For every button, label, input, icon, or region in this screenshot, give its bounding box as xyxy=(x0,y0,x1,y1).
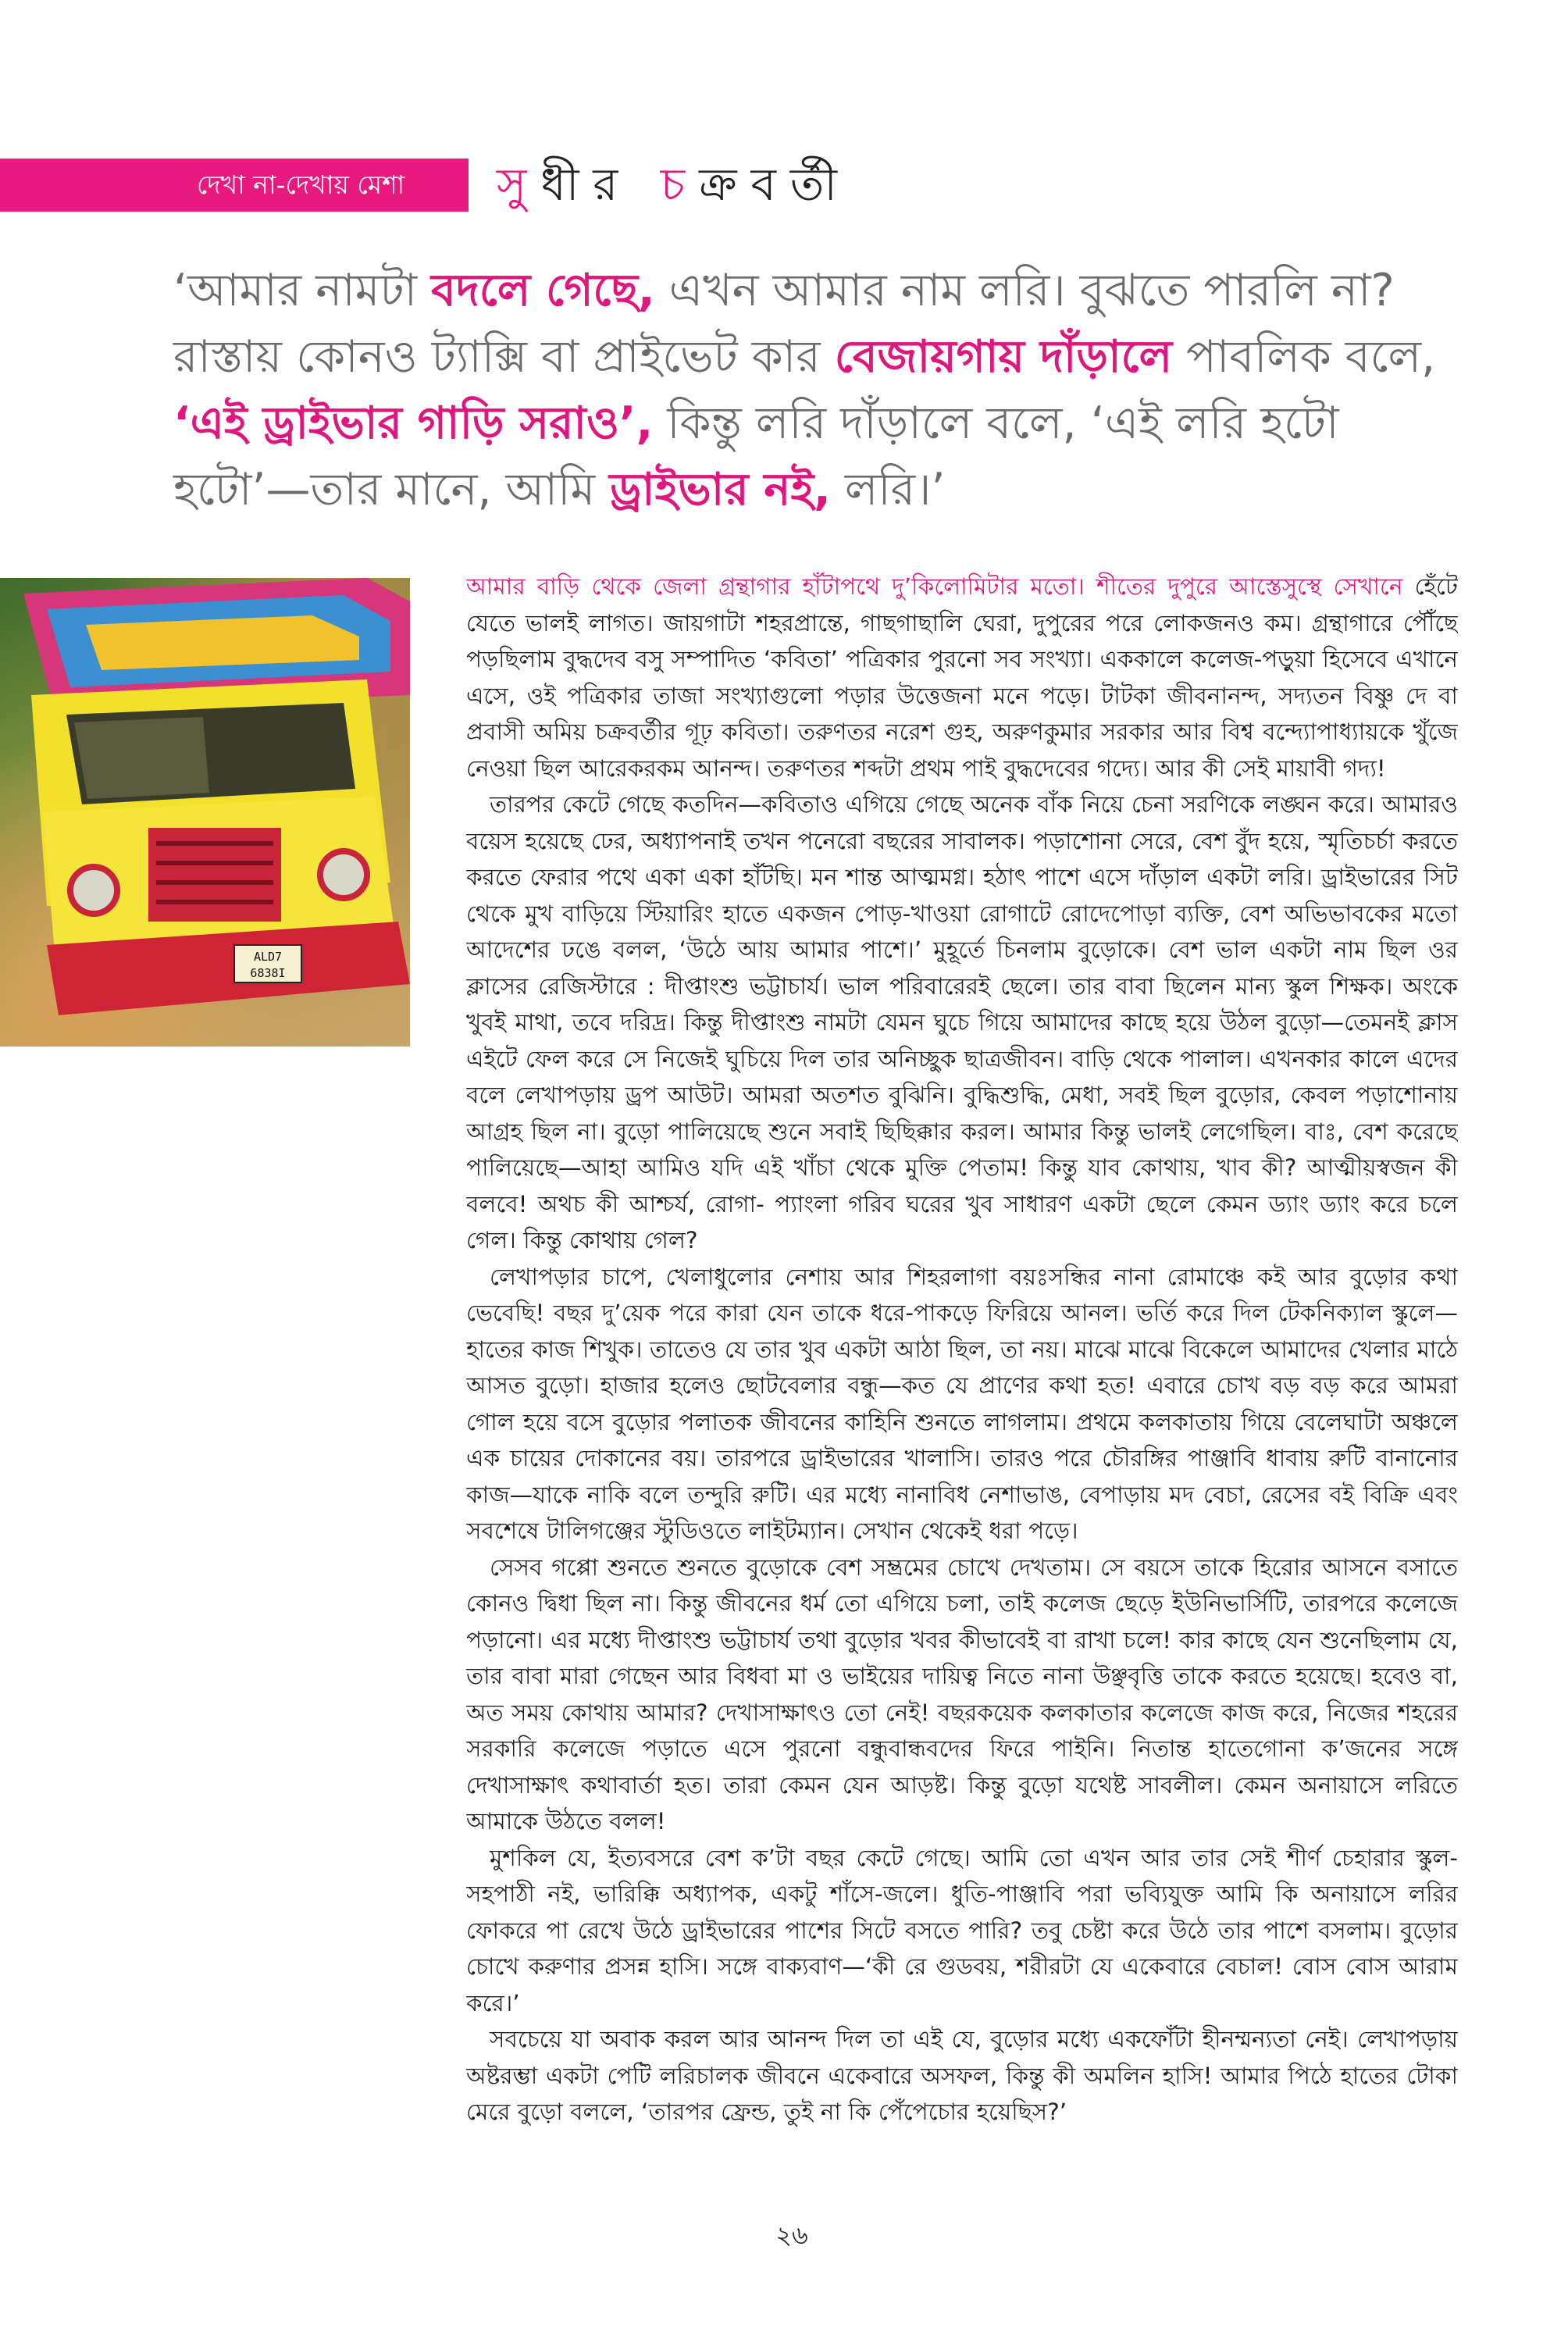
truck-headlight-right xyxy=(320,851,367,898)
pull-quote-part: কিন্তু লরি দাঁড়ালে বলে, ‘এই লরি হটো হটো’—তার মানে, আমি xyxy=(173,398,1339,515)
author-last-rest: ক্রবর্তী xyxy=(699,158,851,211)
author-last-initial: চ xyxy=(660,158,700,211)
pull-quote xyxy=(173,258,1454,523)
article-body xyxy=(466,569,1458,2177)
author-first-initial: সু xyxy=(497,158,541,211)
page-number: ২৬ xyxy=(775,2220,808,2250)
article-paragraph: সেসব গপ্পো শুনতে শুনতে বুড়োকে বেশ সম্ভ্রমের চোখে দেখতাম। সে বয়সে তাকে হিরোর আসনে বসাতে কোনও দ্বিধা ছিল না। কিন্তু জীবনের ধর্ম তো এগিয়ে চলা, তাই কলেজ ছেড়ে ইউনিভার্সিটি, তারপরে কলেজে পড়ানো। এর মধ্যে দীপ্তাংশু ভট্টাচার্য তথা বুড়োর খবর কীভাবেই বা রাখা চলে! কার কাছে যেন শুনেছিলাম যে, তার বাবা মারা গেছেন আর বিধবা মা ও ভাইয়ের দায়িত্ব নিতে নানা উঞ্ছবৃত্তি তাকে করতে হয়েছে। হবেও বা, অত সময় কোথায় আমার? দেখাসাক্ষাৎও তো নেই! বছরকয়েক কলকাতার কলেজে কাজ করে, নিজের শহরের সরকারি কলেজে পড়াতে এসে পুরনো বন্ধুবান্ধবদের ফিরে পাইনি। নিতান্ত হাতেগোনা ক’জনের সঙ্গে দেখাসাক্ষাৎ কথাবার্তা হত। তারা কেমন যেন আড়ষ্ট। কিন্তু বুড়ো যথেষ্ট সাবলীল। কেমন অনায়াসে লরিতে আমাকে উঠতে বলল! xyxy=(466,1553,1458,1835)
article-paragraph-text: হেঁটে যেতে ভালই লাগত। জায়গাটা শহরপ্রান্তে, গাছগাছালি ঘেরা, দুপুরের পরে লোকজনও কম। গ্রন্থাগারে পৌঁছে পড়ছিলাম বুদ্ধদেব বসু সম্পাদিত ‘কবিতা’ পত্রিকার পুরনো সব সংখ্যা। এককালে কলেজ-পড়ুয়া হিসেবে এখানে এসে, ওই পত্রিকার তাজা সংখ্যাগুলো পড়ার উত্তেজনা মনে পড়ে। টাটকা জীবনানন্দ, সদ্যতন বিষ্ণু দে বা প্রবাসী অমিয় চক্রবর্তীর গূঢ় কবিতা। তরুণতর নরেশ গুহ, অরুণকুমার সরকার আর বিশ্ব বন্দ্যোপাধ্যায়কে খুঁজে নেওয়া ছিল আরেকরকম আনন্দ। তরুণতর শব্দটা প্রথম পাই বুদ্ধদেবের গদ্যে। আর কী সেই মায়াবী গদ্য! xyxy=(466,573,1458,782)
section-banner xyxy=(0,159,469,212)
article-paragraph: লেখাপড়ার চাপে, খেলাধুলোর নেশায় আর শিহরলাগা বয়ঃসন্ধির নানা রোমাঞ্চে কই আর বুড়োর কথা ভেবেছি! বছর দু’য়েক পরে কারা যেন তাকে ধরে-পাকড়ে ফিরিয়ে আনল। ভর্তি করে দিল টেকনিক্যাল স্কুলে—হাতের কাজ শিখুক। তাতেও যে তার খুব একটা আঠা ছিল, তা নয়। মাঝে মাঝে বিকেলে আমাদের খেলার মাঠে আসত বুড়ো। হাজার হলেও ছোটবেলার বন্ধু—কত যে প্রাণের কথা হত! এবারে চোখ বড় বড় করে আমরা গোল হয়ে বসে বুড়োর পলাতক জীবনের কাহিনি শুনতে লাগলাম। প্রথমে কলকাতায় গিয়ে বেলেঘাটা অঞ্চলে এক চায়ের দোকানের বয়। তারপরে ড্রাইভারের খালাসি। তারও পরে চৌরঙ্গির পাঞ্জাবি ধাবায় রুটি বানানোর কাজ—যাকে নাকি বলে তন্দুরি রুটি। এর মধ্যে নানাবিধ নেশাভাঙ, বেপাড়ায় মদ বেচা, রেসের বই বিক্রি এবং সবশেষে টালিগঞ্জের স্টুডিওতে লাইটম্যান। সেখান থেকেই ধরা পড়ে। xyxy=(466,1263,1458,1544)
pull-quote-part: লরি।’ xyxy=(830,464,946,515)
pull-quote-emphasis: ড্রাইভার নই, xyxy=(609,464,831,515)
pull-quote-part: পাবলিক বলে, xyxy=(1172,331,1436,383)
article-lead: আমার বাড়ি থেকে জেলা গ্রন্থাগার হাঁটাপথে দু’কিলোমিটার মতো। শীতের দুপুরে আস্তেসুস্থে সেখানে xyxy=(466,573,1403,600)
author-first-rest: ধীর xyxy=(540,158,633,211)
truck-windscreen-pane xyxy=(74,717,209,799)
pull-quote-part: ‘আমার নামটা xyxy=(173,265,432,316)
article-paragraph: তারপর কেটে গেছে কতদিন—কবিতাও এগিয়ে গেছে অনেক বাঁক নিয়ে চেনা সরণিকে লঙ্ঘন করে। আমারও বয়েস হয়েছে ঢের, অধ্যাপনাই তখন পনেরো বছরের সাবালক। পড়াশোনা সেরে, বেশ বুঁদ হয়ে, স্মৃতিচর্চা করতে করতে ফেরার পথে একা একা হাঁটছি। মন শান্ত আত্মমগ্ন। হঠাৎ পাশে এসে দাঁড়াল একটা লরি। ড্রাইভারের সিট থেকে মুখ বাড়িয়ে স্টিয়ারিং হাতে একজন পোড়-খাওয়া রোগাটে রোদেপোড়া ব্যক্তি, বেশ অভিভাবকের মতো আদেশের ঢঙে বলল, ‘উঠে আয় আমার পাশে।’ মুহূর্তে চিনলাম বুড়োকে। বেশ ভাল একটা নাম ছিল ওর ক্লাসের রেজিস্টারে : দীপ্তাংশু ভট্টাচার্য। ভাল পরিবারেরই ছেলে। তার বাবা ছিলেন মান্য স্কুল শিক্ষক। অংকে খুবই মাথা, তবে দরিদ্র। কিন্তু দীপ্তাংশু নামটা যেমন ঘুচে গিয়ে আমাদের কাছে হয়ে উঠল বুড়ো—তেমনই ক্লাস এইটে ফেল করে সে নিজেই ঘুচিয়ে দিল তার অনিচ্ছুক ছাত্রজীবন। বাড়ি থেকে পালাল। এখনকার কালে এদের বলে লেখাপড়ায় ড্রপ আউট। আমরা অতশত বুঝিনি। বুদ্ধিশুদ্ধি, মেধা, সবই ছিল বুড়োর, কেবল পড়াশোনায় আগ্রহ ছিল না। বুড়ো পালিয়েছে শুনে সবাই ছিছিক্কার করল। আমার কিন্তু ভালই লেগেছিল। বাঃ, বেশ করেছে পালিয়েছে—আহা আমিও যদি এই খাঁচা থেকে মুক্তি পেতাম! কিন্তু যাব কোথায়, খাব কী? আত্মীয়স্বজন কী বলবে! অথচ কী আশ্চর্য, রোগা- প্যাংলা গরিব ঘরের খুব সাধারণ একটা ছেলে কেমন ড্যাং ড্যাং করে চলে গেল। কিন্তু কোথায় গেল? xyxy=(466,791,1458,1253)
number-plate-line1: ALD7 xyxy=(253,950,283,964)
truck-headlight-left xyxy=(70,867,117,914)
pull-quote-part: এখন আমার নাম লরি। বুঝতে পারলি না? রাস্তায় কোনও ট্যাক্সি বা প্রাইভেট কার xyxy=(173,265,1395,383)
article-paragraph xyxy=(466,569,1458,786)
section-label: দেখা না-দেখায় মেশা xyxy=(196,169,405,200)
pull-quote-emphasis: বেজায়গায় দাঁড়ালে xyxy=(834,331,1173,383)
article-paragraph: সবচেয়ে যা অবাক করল আর আনন্দ দিল তা এই যে, বুড়োর মধ্যে একফোঁটা হীনম্মন্যতা নেই। লেখাপড়ায় অষ্টরম্ভা একটা পেটি লরিচালক জীবনে একেবারে অসফল, কিন্তু কী অমলিন হাসি! আমার পিঠে হাতের টোকা মেরে বুড়ো বললে, ‘তারপর ফ্রেন্ড, তুই না কি পেঁপেচোর হয়েছিস?’ xyxy=(466,2026,1458,2125)
article-paragraph: মুশকিল যে, ইত্যবসরে বেশ ক’টা বছর কেটে গেছে। আমি তো এখন আর তার সেই শীর্ণ চেহারার স্কুল-সহপাঠী নই, ভারিক্কি অধ্যাপক, একটু শাঁসে-জলে। ধুতি-পাঞ্জাবি পরা ভব্যিযুক্ত আমি কি অনায়াসে লরির ফোকরে পা রেখে উঠে ড্রাইভারের পাশের সিটে বসতে পারি? তবু চেষ্টা করে উঠে তার পাশে বসলাম। বুড়োর চোখে করুণার প্রসন্ন হাসি। সঙ্গে বাক্যবাণ—‘কী রে গুডবয়, শরীরটা যে একেবারে বেচাল! বোস বোস আরাম করে।’ xyxy=(466,1844,1458,2017)
pull-quote-emphasis: ‘এই ড্রাইভার গাড়ি সরাও’, xyxy=(173,398,654,449)
pull-quote-emphasis: বদলে গেছে, xyxy=(431,265,655,316)
truck-illustration xyxy=(0,578,410,1047)
number-plate-line2: 6838I xyxy=(250,966,286,980)
truck-photo xyxy=(0,578,410,1047)
author-name xyxy=(497,153,851,216)
